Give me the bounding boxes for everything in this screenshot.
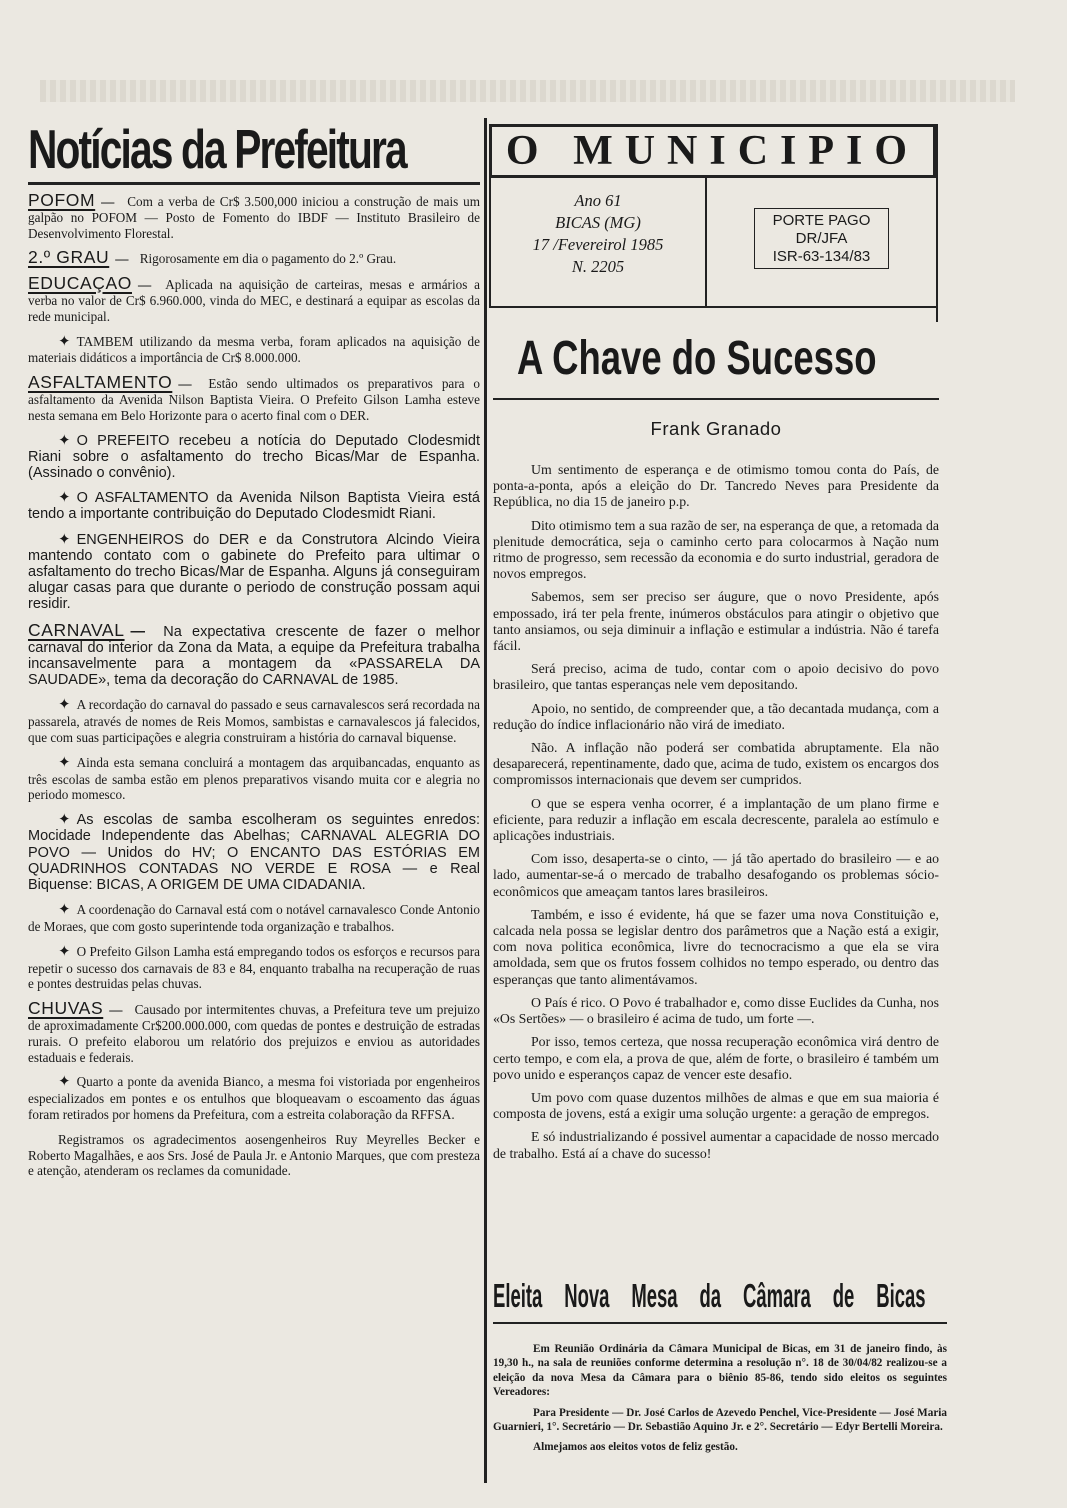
article-paragraph: Com isso, desaperta-se o cinto, — já tão apertado do brasileiro — e ao lado, aumentar-se-á o mercado de trabalho desafogando os problemas sócio-econômicos que ameaçam tantos lares brasileiros. [493, 851, 939, 899]
carnaval-item: CARNAVAL — Na expectativa crescente de fazer o melhor carnaval do interior da Zona da Mata, a equipe da Prefeitura trabalha incansavelmente para a montagem da «PASSARELA DA SAUDADE», tema da decoração do CARNAVAL de 1985. [28, 619, 481, 689]
porte-pago-stamp [754, 208, 890, 269]
left-column [28, 118, 480, 1188]
registramos-text: Registramos os agradecimentos aosengenheiros Ruy Meyrelles Becker e Roberto Magalhães, e aos Srs. José de Paula Jr. e Antonio Marques, que com presteza e atenção, atenderam os reclames da comunidade. [28, 1131, 480, 1179]
asfaltamento2-text: O ASFALTAMENTO da Avenida Nilson Baptista Vieira está tendo a importante contribuição do Deputado Clodesmidt Riani. [28, 490, 480, 523]
masthead-right-border [936, 124, 938, 322]
chuvas-label: CHUVAS [28, 998, 104, 1019]
educacao-text: Aplicada na aquisição de carteiras, mesas e armários a verba no valor de Cr$ 6.960.000, vinda do MEC, e destinará a equipar as escolas da rede municipal. [28, 277, 480, 324]
recordacao-text: A recordação do carnaval do passado e seus carnavalescos será recordada na passarela, através de nomes de Reis Momos, sambistas e carnavalescos já falecidos, que com suas participações e alegria construiram a história do carnaval biquense. [28, 697, 480, 745]
left-headline: Notícias da Prefeitura [28, 118, 406, 180]
article-paragraph: Também, e isso é evidente, há que se fazer uma nova Constituição e, calcada nela possa se legislar dentro dos parâmetros que a Nação está a exigir, com nova politica econômica, livre do tecnocracismo a que ela se vira amoldada, sem que os frutos fossem colhidos no tempo esperado, ou dentro das esperanças que tanto alimentávamos. [493, 906, 939, 987]
quarto-text: Quarto a ponte da avenida Bianco, a mesma foi vistoriada por engenheiros especializados em pontes e os entulhos que bloqueavam o escoamento das águas foram retirados por homens da Prefeitura, com a estreita colaboração da RFFSA. [28, 1074, 480, 1122]
camara-paragraph: Em Reunião Ordinária da Câmara Municipal de Bicas, em 31 de janeiro findo, às 19,30 h., na sala de reuniões conforme determina a resolução n°. 18 de 30/04/82 realizou-se a eleição da nova Mesa da Câmara para o biênio 85-86, tendo sido eleitos os seguintes Vereadores: [493, 1343, 947, 1399]
porte-line2: DR/JFA [795, 230, 848, 247]
article-paragraph: Será preciso, acima de tudo, contar com o apoio decisivo do povo brasileiro, que tantas esperanças nele vem depositando. [493, 661, 939, 693]
registramos-item [28, 1132, 480, 1179]
escolas-item [28, 812, 480, 893]
article-body [493, 462, 939, 1162]
header-band [40, 80, 1015, 102]
porte-line3: ISR-63-134/83 [772, 248, 871, 265]
prefeito-item [28, 433, 480, 482]
article-paragraph: Um povo com quase duzentos milhões de almas e que em sua maioria é composta de jovens, está a exigir uma solução urgente: a geração de empregos. [493, 1089, 939, 1122]
diamond-bullet-icon: ✦ [58, 943, 71, 960]
masthead-box [489, 178, 936, 308]
article-author: Frank Granado [650, 418, 782, 439]
asfaltamento2-item [28, 490, 480, 522]
diamond-bullet-icon: ✦ [58, 811, 71, 829]
diamond-bullet-icon: ✦ [58, 530, 71, 548]
article-paragraph: Apoio, no sentido, de compreender que, a tão decantada mudança, com a redução do índice inflacionário não virá de imediato. [493, 700, 939, 732]
camara-article [493, 1276, 947, 1461]
masthead-numero: N. 2205 [571, 257, 625, 276]
pofom-text: Com a verba de Cr$ 3.500,000 iniciou a construção de mais um galpão no POFOM — Posto de Fomento do IBDF — Instituto Brasileiro de Desenvolvimento Florestal. [28, 194, 480, 241]
diamond-bullet-icon: ✦ [58, 902, 71, 919]
grau-item: 2.º GRAU — Rigorosamente em dia o pagamento do 2.º Grau. [28, 247, 397, 268]
right-column [493, 320, 939, 1169]
camara-paragraph: Almejamos aos eleitos votos de feliz gestão. [533, 1441, 738, 1454]
coordenacao-item [28, 902, 480, 935]
article-paragraph: Sabemos, sem ser preciso ser áugure, que o novo Presidente, após empossado, irá ter pela frente, inúmeros obstáculos para atingir o objetivo que tanto ansiamos, ou seja diminuir a inflação e estimular a indústria. Não é tarefa fácil. [493, 589, 939, 654]
diamond-bullet-icon: ✦ [58, 754, 71, 771]
pofom-item: POFOM — Com a verba de Cr$ 3.500,000 iniciou a construção de mais um galpão no POFOM — Posto de Fomento do IBDF — Instituto Brasileiro de Desenvolvimento Florestal. [28, 190, 480, 241]
diamond-bullet-icon: ✦ [58, 697, 71, 714]
prefeito-text: O PREFEITO recebeu a notícia do Deputado Clodesmidt Riani sobre o asfaltamento do trecho Bicas/Mar de Espanha. (Assinado o convênio). [28, 432, 480, 481]
chuvas-item: CHUVAS — Causado por intermitentes chuvas, a Prefeitura teve um prejuizo de aproximadamente Cr$200.000.000, com quedas de pontes e destruição de estradas rurais. O prefeito elaborou um relatório dos prejuizos e enviou as autoridades estaduais e federais. [28, 998, 480, 1065]
diamond-bullet-icon: ✦ [58, 431, 71, 449]
masthead-info [491, 178, 707, 306]
quarto-item [28, 1074, 480, 1122]
ainda-item [28, 755, 480, 803]
educacao-item: EDUCAÇAO — Aplicada na aquisição de carteiras, mesas e armários a verba no valor de Cr$ 6.960.000, vinda do MEC, e destinará a equipar as escolas da rede municipal. [28, 273, 480, 324]
masthead [489, 124, 936, 308]
masthead-title: O MUNICIPIO [489, 124, 936, 175]
porte-pago-area [707, 178, 936, 306]
carnaval-label: CARNAVAL [28, 619, 125, 640]
grau-label: 2.º GRAU [28, 247, 110, 268]
escolas-text: As escolas de samba escolheram os seguintes enredos: Mocidade Independente das Abelhas; CARNAVAL ALEGRIA DO POVO — Unidos do HV; O ENCANTO DAS ESTÓRIAS EM QUADRINHOS CONTADAS NO VERDE E ROSA — e Real Biquense: BICAS, A ORIGEM DE UMA CIDADANIA. [28, 812, 480, 893]
article-paragraph: Um sentimento de esperança e de otimismo tomou conta do País, de ponta-a-ponta, após a eleição do Dr. Tancredo Neves para Presidente da República, no dia 15 de janeiro p.p. [493, 462, 939, 510]
recordacao-item [28, 697, 480, 745]
column-divider [484, 118, 487, 1483]
porte-line1: PORTE PAGO [772, 212, 871, 229]
diamond-bullet-icon: ✦ [58, 489, 71, 507]
masthead-cidade: BICAS (MG) [555, 213, 641, 232]
chuvas-text: Causado por intermitentes chuvas, a Prefeitura teve um prejuizo de aproximadamente Cr$200.000.000, com quedas de pontes e destruição de estradas rurais. O prefeito elaborou um relatório dos prejuizos e enviou as autoridades estaduais e federais. [28, 1002, 480, 1065]
masthead-data: 17 /Fevereirol 1985 [532, 235, 664, 254]
diamond-bullet-icon: ✦ [58, 333, 71, 350]
article-paragraph: Dito otimismo tem a sua razão de ser, na esperança de que, a retomada da plenitude democrática, seja o caminho certo para colocarmos à Nação num ritmo de progresso, sem recessão da economia e do surto industrial, geradora de novos empregos. [493, 517, 939, 582]
asfaltamento-label: ASFALTAMENTO [28, 372, 173, 393]
camara-headline-rule [493, 1322, 947, 1324]
article-paragraph: Não. A inflação não poderá ser combatida abruptamente. Ela não desaparecerá, repentinamente, dado que, acima de tudo, existem os encargos dos compromissos internacionais que devem ser cumpridos. [493, 740, 939, 788]
carnaval-text: Na expectativa crescente de fazer o melhor carnaval do interior da Zona da Mata, a equipe da Prefeitura trabalha incansavelmente para a montagem da «PASSARELA DA SAUDADE», tema da decoração do CARNAVAL de 1985. [28, 623, 481, 689]
tambem-text: TAMBEM utilizando da mesma verba, foram aplicados na aquisição de materiais didáticos a importância de Cr$ 8.000.000. [28, 333, 480, 366]
coordenacao-text: A coordenação do Carnaval está com o notável carnavalesco Conde Antonio de Moraes, que com gosto superintende toda organização e trabalhos. [28, 902, 480, 934]
article-paragraph: Por isso, temos certeza, que nossa recuperação econômica virá dentro de certo tempo, e com ela, a prova de que, além de forte, o brasileiro é também um povo unido e esperanços capaz de vencer este desafio. [493, 1034, 939, 1082]
article-headline: A Chave do Sucesso [517, 332, 877, 385]
article-paragraph: O País é rico. O Povo é trabalhador e, como disse Euclides da Cunha, nos «Os Sertões» — o brasileiro é acima de tudo, um forte —. [493, 994, 939, 1027]
article-paragraph: E só industrializando é possivel aumentar a capacidade de nosso mercado de trabalho. Está aí a chave do sucesso! [493, 1129, 939, 1161]
educacao-label: EDUCAÇAO [28, 273, 132, 294]
pofom-label: POFOM [28, 190, 96, 210]
engenheiros-text: ENGENHEIROS do DER e da Construtora Alcindo Vieira mantendo contato com o gabinete do Prefeito para ultimar o asfaltamento do trecho Bicas/Mar de Espanha. Alguns já conseguiram alugar casas para que durante o periodo de construção possam aqui residir. [28, 531, 480, 613]
grau-text: Rigorosamente em dia o pagamento do 2.º Grau. [139, 251, 397, 267]
tambem-item [28, 334, 480, 367]
article-paragraph: O que se espera venha ocorrer, é a implantação de um plano firme e eficiente, para reduzir a inflação em escala decrescente, paralela ao estímulo e aplicações industriais. [493, 795, 939, 844]
article-headline-rule [493, 398, 939, 400]
asfaltamento-item: ASFALTAMENTO — Estão sendo ultimados os preparativos para o asfaltamento da Avenida Nilson Baptista Vieira. O Prefeito Gilson Lamha esteve nesta semana em Belo Horizonte para o acerto final com o DER. [28, 372, 480, 423]
masthead-ano: Ano 61 [574, 191, 622, 210]
gilson-text: O Prefeito Gilson Lamha está empregando todos os esforços e recursos para repetir o sucesso dos carnavais de 83 e 84, enquanto trabalha na recuperação de ruas e pontes destruidas pelas chuvas. [28, 943, 480, 992]
ainda-text: Ainda esta semana concluirá a montagem das arquibancadas, enquanto as três escolas de samba estão em plenos preparativos visando muita cor e alegria no periodo momesco. [28, 754, 480, 803]
diamond-bullet-icon: ✦ [58, 1074, 71, 1091]
camara-headline: Eleita Nova Mesa da Câmara de Bicas [493, 1277, 926, 1314]
gilson-item [28, 944, 480, 992]
camara-paragraph: Para Presidente — Dr. José Carlos de Azevedo Penchel, Vice-Presidente — José Maria Guarnieri, 1°. Secretário — Dr. Sebastião Aquino Jr. e 2°. Secretário — Edyr Bertelli Moreira. [493, 1406, 947, 1434]
engenheiros-item [28, 532, 480, 613]
left-headline-rule [28, 182, 480, 185]
asfaltamento-text: Estão sendo ultimados os preparativos para o asfaltamento da Avenida Nilson Baptista Vieira. O Prefeito Gilson Lamha esteve nesta semana em Belo Horizonte para o acerto final com o DER. [28, 376, 480, 423]
